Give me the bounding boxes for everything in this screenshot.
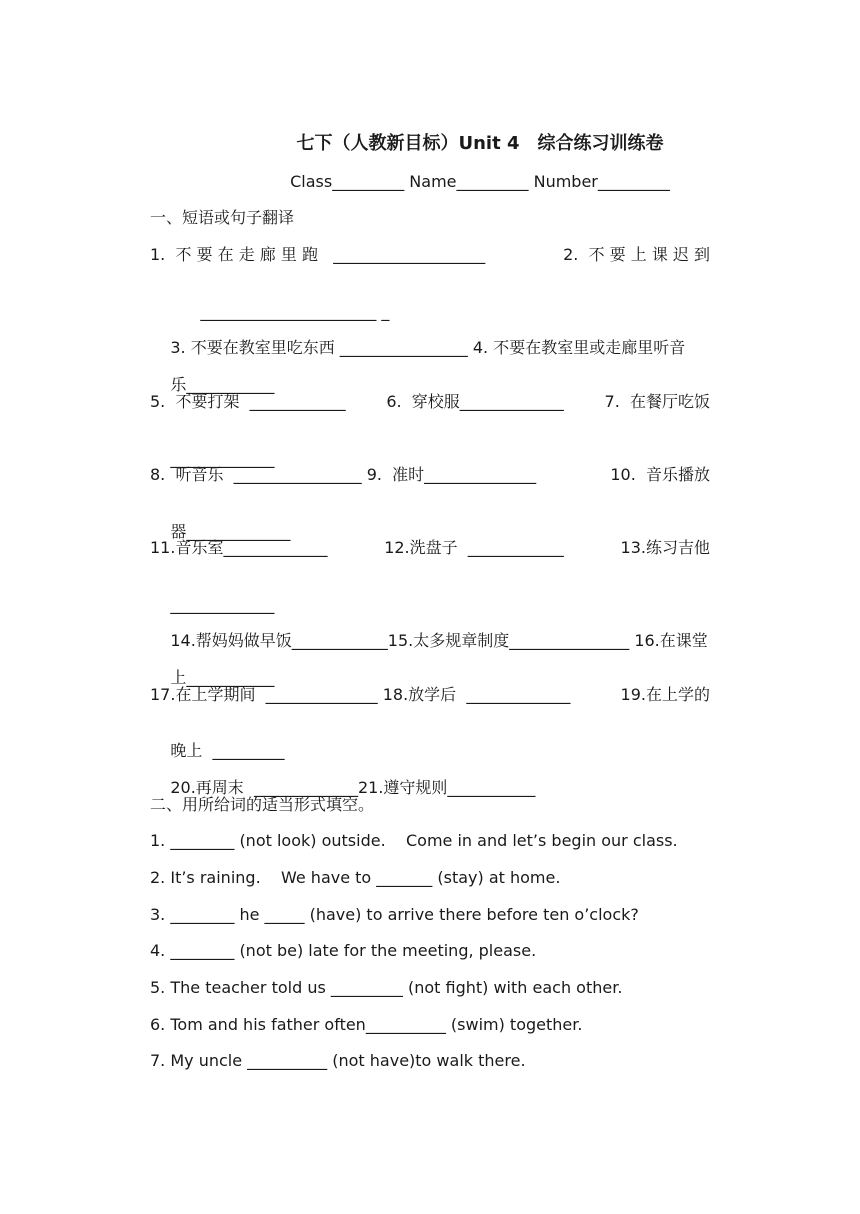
section1-heading: 一、短语或句子翻译 [150,208,295,227]
translation-line [150,392,710,412]
translation-line [150,245,710,265]
translation-item: 5. 不要打架 ____________ [150,392,346,411]
translation-item: 1. 不 要 在 走 廊 里 跑 ___________________ [150,245,486,264]
fill-in-item: 3. ________ he _____ (have) to arrive there before ten o’clock? [150,905,639,924]
translation-line [150,465,710,485]
translation-item: 20.再周末 _____________21.遵守规则___________ [170,778,536,797]
answer-blank: _____________ [170,595,275,614]
worksheet-title: 七下（人教新目标）Unit 4 综合练习训练卷 [296,133,664,154]
fill-in-item: 6. Tom and his father often__________ (swim) together. [150,1015,583,1034]
fill-in-item: 7. My uncle __________ (not have)to walk there. [150,1051,526,1070]
answer-blank: ______________________ _ [200,302,390,321]
translation-line [150,685,710,705]
translation-item: 19.在上学的 [620,685,710,704]
translation-item: 11.音乐室_____________ [150,538,328,557]
fill-in-item: 2. It’s raining. We have to _______ (stay) at home. [150,868,561,887]
fill-in-item: 1. ________ (not look) outside. Come in and let’s begin our class. [150,831,678,850]
translation-item: 10. 音乐播放 [610,465,710,484]
section2-heading: 二、用所给词的适当形式填空。 [150,795,375,814]
translation-item: 17.在上学期间 ______________ 18.放学后 _____________ [150,685,571,704]
fill-in-item: 4. ________ (not be) late for the meeting, please. [150,941,537,960]
translation-item: 7. 在餐厅吃饭 [604,392,710,411]
translation-item: 器_____________ [170,522,291,541]
translation-item: 上___________ [170,668,275,687]
translation-item: 3. 不要在教室里吃东西 ________________ 4. 不要在教室里或走廊里听音 [170,338,686,357]
translation-item: 6. 穿校服_____________ [386,392,564,411]
translation-item: 8. 听音乐 ________________ 9. 准时______________ [150,465,537,484]
answer-blank: _____________ [170,449,275,468]
student-info-line: Class_________ Name_________ Number_________ [290,172,670,191]
translation-item: 13.练习吉他 [620,538,710,557]
translation-item: 晚上 _________ [170,741,285,760]
translation-item: 2. 不 要 上 课 迟 到 [563,245,710,264]
fill-in-item: 5. The teacher told us _________ (not fight) with each other. [150,978,623,997]
translation-item: 12.洗盘子 ____________ [384,538,564,557]
translation-line [150,538,710,558]
translation-item: 乐___________ [170,375,275,394]
translation-item: 14.帮妈妈做早饭____________15.太多规章制度_______________ 16.在课堂 [170,631,708,650]
